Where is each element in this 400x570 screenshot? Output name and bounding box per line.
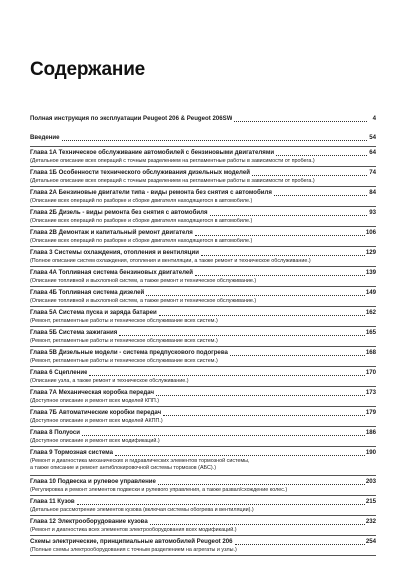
- dot-leader: [201, 255, 365, 256]
- toc-entry-description: (Доступное описание и ремонт всех моделей КПП.): [30, 398, 160, 404]
- toc-entry-description: (Регулировка и ремонт элементов подвески и рулевого управления, а также развал/схождение колес.): [30, 487, 288, 493]
- toc-entry: [30, 536, 376, 556]
- toc-entry-heading: [30, 207, 376, 218]
- toc-entry-description: (Ремонт и диагностика механических и гидравлических элементов тормозной системы,: [30, 458, 250, 464]
- dot-leader: [158, 484, 365, 485]
- toc-entry-heading: [30, 447, 376, 458]
- toc-entry-description: (Детальное рассмотрение элементов кузова (включая системы обогрева и вентиляции).): [30, 507, 254, 513]
- toc-entry-page-number: 173: [365, 389, 376, 396]
- toc-entry-description: (Детальное описание всех операций с точным разделением на регламентные работы в зависимости от пробега.): [30, 178, 315, 184]
- toc-entry-title: Глава 2В Демонтаж и капитальный ремонт двигателя: [30, 229, 193, 236]
- dot-leader: [82, 435, 365, 436]
- toc-entry-page-number: 170: [365, 369, 376, 376]
- toc-entry-title: Глава 1Б Особенности технического обслуживания дизельных моделей: [30, 169, 250, 176]
- dot-leader: [156, 395, 365, 396]
- toc-entry: [30, 132, 376, 147]
- dot-leader: [274, 195, 367, 196]
- toc-entry-title: Глава 9 Тормозная система: [30, 449, 113, 456]
- toc-entry-description: (Описание всех операций по разборке и сборке двигателя находящегося в автомобиле.): [30, 238, 253, 244]
- toc-entry-title: Глава 11 Кузов: [30, 498, 75, 505]
- toc-entry-page-number: 168: [365, 349, 376, 356]
- toc-entry-title: Глава 7А Механическая коробка передач: [30, 389, 155, 396]
- toc-entry-heading: [30, 496, 376, 507]
- toc-entry-page-number: 64: [369, 149, 376, 156]
- toc-entry: [30, 496, 376, 516]
- toc-entry-page-number: 162: [365, 309, 376, 316]
- toc-entry-heading: [30, 407, 376, 418]
- dot-leader: [119, 335, 365, 336]
- toc-entry: [30, 287, 376, 307]
- toc-entry-heading: [30, 516, 376, 527]
- toc-entry-page-number: 254: [365, 538, 376, 545]
- toc-entry-title: Глава 4Б Топливная система дизелей: [30, 289, 145, 296]
- toc-entry-heading: [30, 147, 376, 158]
- toc-entry-title: Схемы электрические, принципиальные автомобилей Peugeot 206: [30, 538, 233, 545]
- toc-entry-description: а также описание и ремонт антиблокировочной системы тормозов (АБС).): [30, 465, 217, 472]
- toc-entry-description: (Полное описание систем охлаждения, отопления и вентиляции, а также ремонт и техническое обслуживание.): [30, 258, 311, 264]
- toc-entry-description: (Ремонт, регламентные работы и техническое обслуживание всех систем.): [30, 358, 218, 364]
- toc-entry-title: Глава 3 Системы охлаждения, отопления и вентиляции: [30, 249, 199, 256]
- toc-entry-title: Глава 1А Техническое обслуживание автомобилей с бензиновыми двигателями: [30, 149, 275, 156]
- toc-entry: [30, 476, 376, 496]
- toc-entry: [30, 307, 376, 327]
- toc-entry-page-number: 149: [365, 289, 376, 296]
- toc-entry: [30, 367, 376, 387]
- toc-entry-description: (Описание топливной и выхлопной систем, а также ремонт и техническое обслуживание.): [30, 298, 257, 304]
- toc-entry-heading: [30, 327, 376, 338]
- toc-entry-heading: [30, 307, 376, 318]
- toc-entry-heading: [30, 113, 376, 124]
- toc-entry-page-number: 139: [365, 269, 376, 276]
- toc-entry: [30, 147, 376, 167]
- toc-entry: [30, 347, 376, 367]
- toc-entry: [30, 113, 376, 132]
- toc-entry-heading: [30, 387, 376, 398]
- toc-entry-title: Глава 2А Бензиновые двигатели типа - виды ремонта без снятия с автомобиля: [30, 189, 272, 196]
- toc-entry-title: Глава 10 Подвеска и рулевое управление: [30, 478, 156, 485]
- toc-entry-heading: [30, 536, 376, 547]
- toc-entry-title: Глава 8 Полуоси: [30, 429, 80, 436]
- toc-entry-description: (Доступное описание и ремонт всех моделей АКПП.): [30, 418, 163, 424]
- toc-entry: [30, 207, 376, 227]
- toc-entry: [30, 447, 376, 476]
- toc-entry-description: (Описание всех операций по разборке и сборке двигателя находящегося в автомобиле.): [30, 198, 253, 204]
- toc-entry-heading: [30, 476, 376, 487]
- toc-entry-description: (Ремонт, регламентные работы и техническое обслуживание всех систем.): [30, 338, 218, 344]
- toc-entry-title: Глава 12 Электрооборудование кузова: [30, 518, 148, 525]
- toc-entry-description: (Описание всех операций по разборке и сборке двигателя находящегося в автомобиле.): [30, 218, 253, 224]
- toc-entry-page-number: 84: [369, 189, 376, 196]
- toc-entry: [30, 516, 376, 536]
- dot-leader: [210, 215, 367, 216]
- toc-entry-page-number: 215: [365, 498, 376, 505]
- toc-entry-page-number: 129: [365, 249, 376, 256]
- dot-leader: [276, 155, 367, 156]
- toc-entry-page-number: 93: [369, 209, 376, 216]
- toc-entry-page-number: 186: [365, 429, 376, 436]
- table-of-contents: [30, 113, 376, 556]
- toc-entry-page-number: 74: [369, 169, 376, 176]
- toc-entry-heading: [30, 132, 376, 143]
- toc-entry-title: Введение: [30, 134, 60, 141]
- toc-entry-description: (Ремонт и диагностика всех элементов электрооборудования всех модификаций.): [30, 527, 237, 533]
- toc-entry-title: Глава 2Б Дизель - виды ремонта без снятия с автомобиля: [30, 209, 208, 216]
- toc-entry: [30, 267, 376, 287]
- dot-leader: [146, 295, 365, 296]
- toc-entry: [30, 247, 376, 267]
- toc-entry-description: (Описание узла, а также ремонт и техническое обслуживание.): [30, 378, 189, 384]
- toc-entry: [30, 187, 376, 207]
- dot-leader: [89, 375, 364, 376]
- toc-entry-description: (Доступное описание и ремонт всех модификаций.): [30, 438, 160, 444]
- toc-entry-page-number: 232: [365, 518, 376, 525]
- toc-entry-heading: [30, 227, 376, 238]
- toc-entry-heading: [30, 347, 376, 358]
- toc-entry: [30, 167, 376, 187]
- dot-leader: [235, 544, 365, 545]
- page-title: Содержание: [30, 59, 146, 80]
- toc-entry-title: Глава 5А Система пуска и заряда батареи: [30, 309, 157, 316]
- dot-leader: [195, 275, 365, 276]
- toc-entry-page-number: 190: [365, 449, 376, 456]
- toc-entry-heading: [30, 367, 376, 378]
- dot-leader: [195, 235, 365, 236]
- toc-entry-heading: [30, 187, 376, 198]
- toc-entry: [30, 427, 376, 447]
- toc-entry: [30, 407, 376, 427]
- toc-entry-heading: [30, 247, 376, 258]
- dot-leader: [150, 524, 365, 525]
- toc-entry-description: (Детальное описание всех операций с точным разделением на регламентные работы в зависимости от пробега.): [30, 158, 315, 164]
- toc-entry-title: Полная инструкция по эксплуатации Peugeot 206 & Peugeot 206SW: [30, 115, 233, 122]
- dot-leader: [115, 455, 365, 456]
- toc-entry-heading: [30, 427, 376, 438]
- toc-entry-title: Глава 7Б Автоматические коробки передач: [30, 409, 162, 416]
- toc-entry-description: (Полные схемы электрооборудования с точным разделением на агрегаты и узлы.): [30, 547, 237, 553]
- toc-entry-title: Глава 5В Дизельные модели - система предпускового подогрева: [30, 349, 228, 356]
- toc-entry-description: (Ремонт, регламентные работы и техническое обслуживание всех систем.): [30, 318, 218, 324]
- toc-entry-page-number: 179: [365, 409, 376, 416]
- toc-entry-page-number: 106: [365, 229, 376, 236]
- toc-entry-page-number: 54: [369, 134, 376, 141]
- toc-entry-heading: [30, 267, 376, 278]
- dot-leader: [159, 315, 365, 316]
- toc-entry-page-number: 165: [365, 329, 376, 336]
- toc-entry-title: Глава 6 Сцепление: [30, 369, 88, 376]
- toc-entry: [30, 327, 376, 347]
- toc-entry: [30, 387, 376, 407]
- dot-leader: [163, 415, 365, 416]
- toc-entry-page-number: 203: [365, 478, 376, 485]
- toc-entry-page-number: 4: [372, 115, 376, 122]
- toc-entry-title: Глава 4А Топливная система бензиновых двигателей: [30, 269, 194, 276]
- toc-entry-heading: [30, 287, 376, 298]
- dot-leader: [252, 175, 367, 176]
- toc-entry: [30, 227, 376, 247]
- toc-entry-title: Глава 5Б Система зажигания: [30, 329, 118, 336]
- dot-leader: [230, 355, 365, 356]
- toc-entry-description: (Описание топливной и выхлопной систем, а также ремонт и техническое обслуживание.): [30, 278, 257, 284]
- dot-leader: [77, 504, 365, 505]
- dot-leader: [234, 121, 367, 122]
- dot-leader: [62, 140, 367, 141]
- toc-entry-heading: [30, 167, 376, 178]
